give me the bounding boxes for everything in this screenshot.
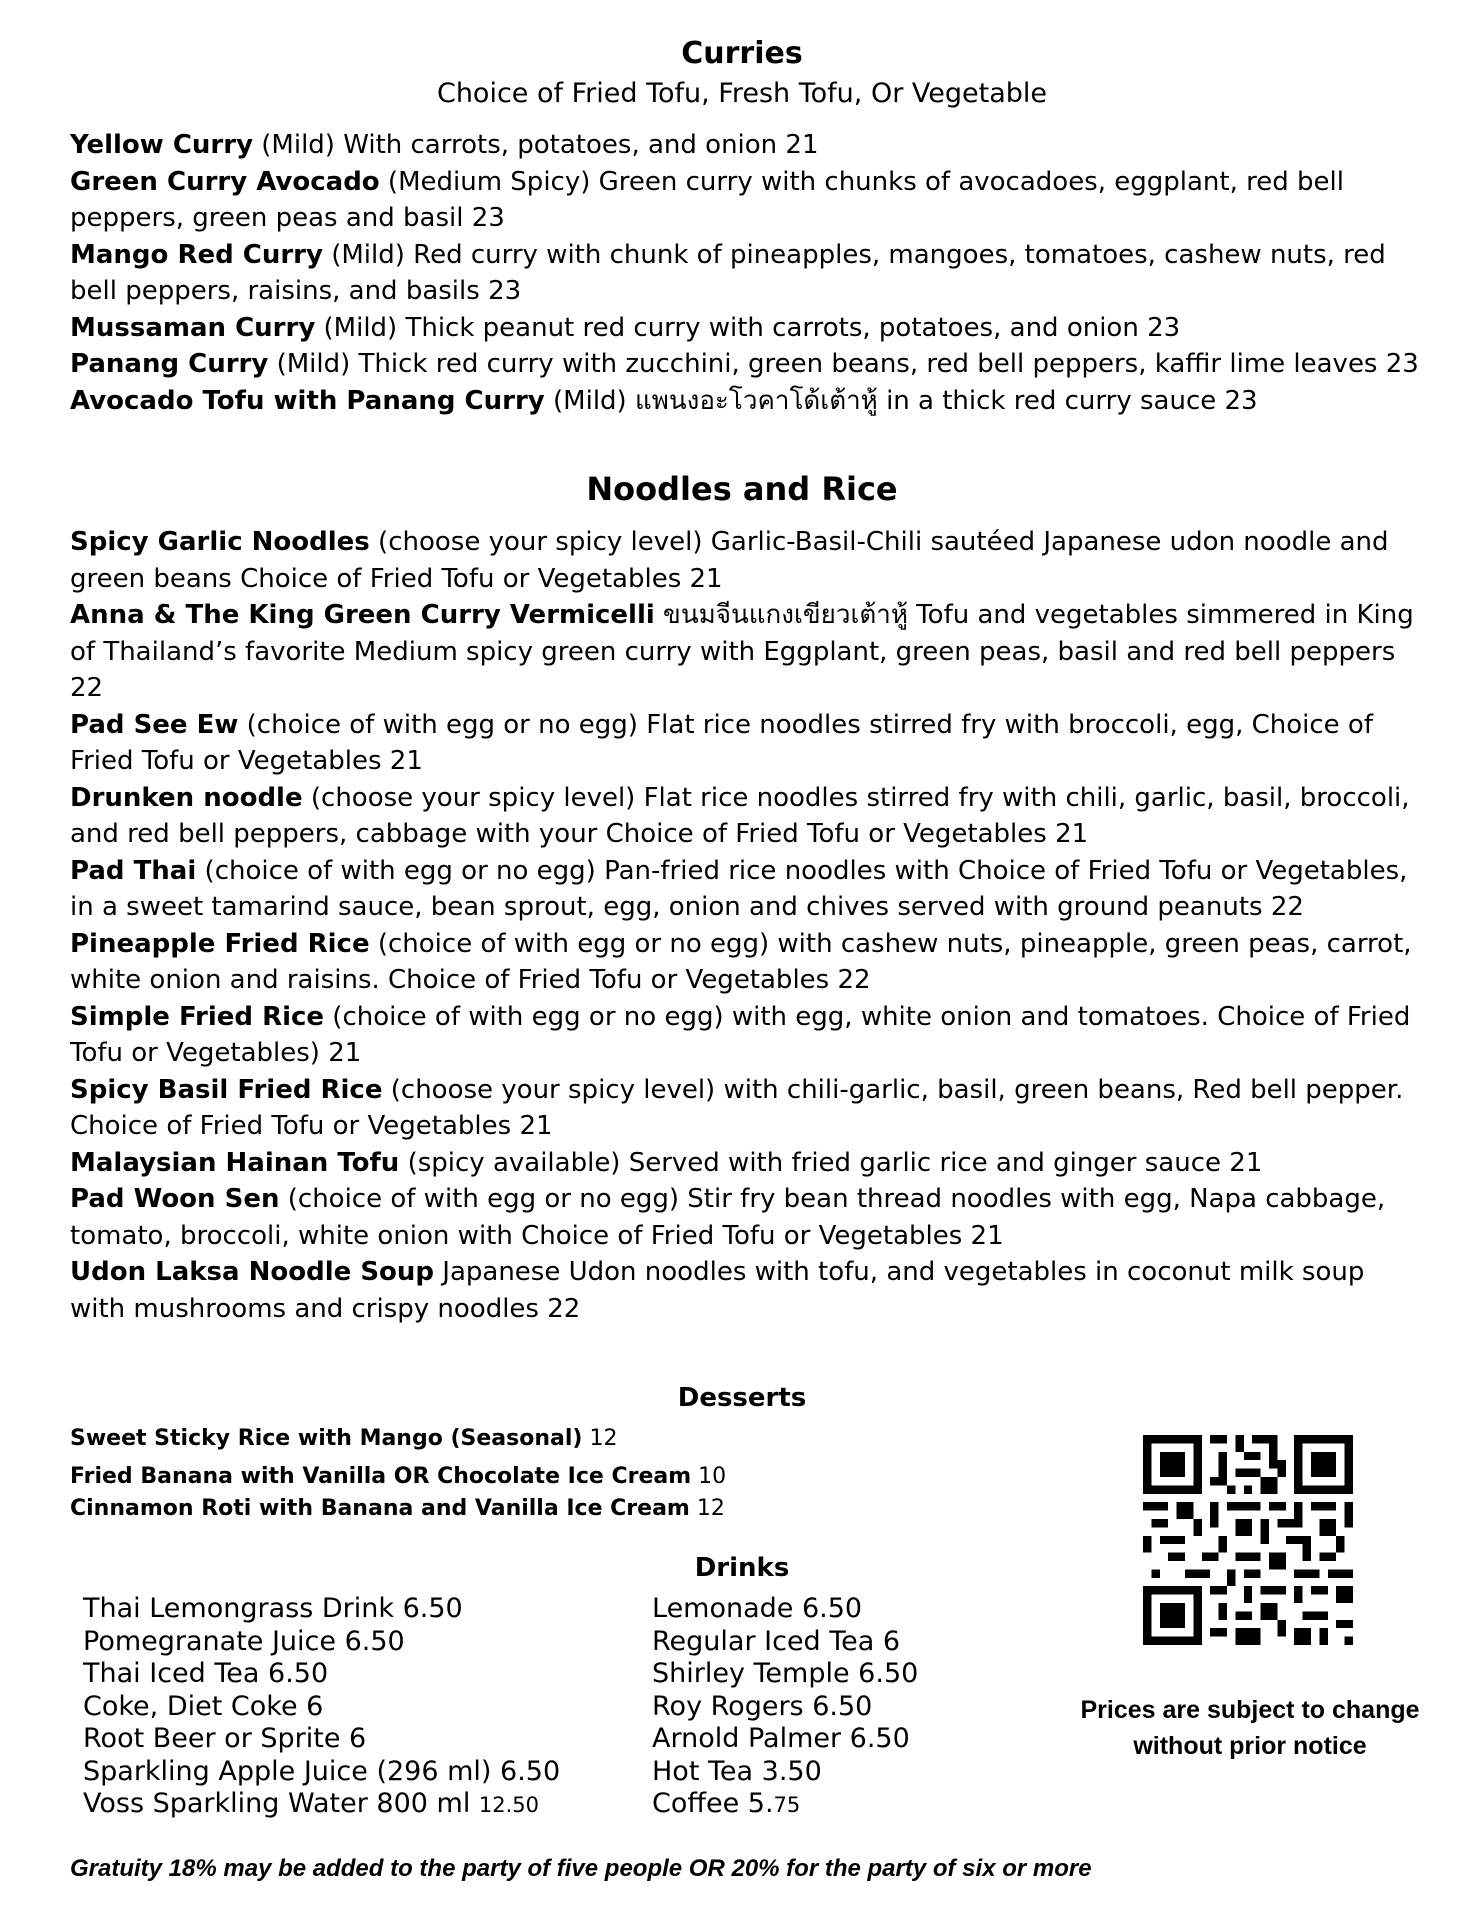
drink-item: Arnold Palmer 6.50 xyxy=(652,1723,910,1754)
drinks-left-column xyxy=(83,1593,560,1822)
drink-text: Voss Sparkling Water 800 ml xyxy=(83,1788,479,1819)
item-name: Yellow Curry xyxy=(70,130,254,160)
menu-item xyxy=(70,707,1420,780)
item-desc: (Mild) Red curry with chunk of pineapples, mangoes, tomatoes, cashew nuts, red bell peppers, raisins, and basils 23 xyxy=(70,239,1386,306)
drink-item: Shirley Temple 6.50 xyxy=(652,1658,919,1689)
drink-item: Lemonade 6.50 xyxy=(652,1593,863,1624)
dessert-name: Cinnamon Roti with Banana and Vanilla Ice Cream xyxy=(70,1496,690,1521)
item-desc: (choice of with egg or no egg) with cashew nuts, pineapple, green peas, carrot, white onion and raisins. Choice of Fried Tofu or Vegetables 22 xyxy=(70,928,1412,995)
item-name: Mussaman Curry xyxy=(70,312,316,343)
item-desc: (choice of with egg or no egg) Flat rice noodles stirred fry with broccoli, egg, Choice of Fried Tofu or Vegetables 21 xyxy=(70,709,1373,776)
curries-title: Curries xyxy=(681,36,803,71)
noodles-title: Noodles and Rice xyxy=(586,470,898,508)
item-name: Simple Fried Rice xyxy=(70,1001,325,1032)
menu-item xyxy=(70,999,1420,1072)
item-name: Spicy Garlic Noodles xyxy=(70,527,370,557)
drink-item: Roy Rogers 6.50 xyxy=(652,1690,873,1722)
drink-item: Hot Tea 3.50 xyxy=(652,1755,822,1787)
item-desc: Japanese Udon noodles with tofu, and vegetables in coconut milk soup with mushrooms and crispy noodles 22 xyxy=(70,1257,1365,1324)
drink-item xyxy=(83,1788,560,1822)
item-desc: (Medium Spicy) Green curry with chunks of avocadoes, eggplant, red bell peppers, green peas and basil 23 xyxy=(70,166,1344,233)
drink-item: Pomegranate Juice 6.50 xyxy=(83,1625,405,1657)
price-notice xyxy=(1045,1692,1455,1764)
menu-item xyxy=(70,1145,1420,1182)
item-name: Green Curry Avocado xyxy=(70,166,380,197)
drink-item: Coke, Diet Coke 6 xyxy=(83,1690,324,1722)
dessert-price: 12 xyxy=(582,1426,618,1451)
drink-text: Coffee 5. xyxy=(652,1788,774,1819)
menu-item xyxy=(70,780,1420,853)
drinks-title: Drinks xyxy=(694,1553,790,1583)
menu-item xyxy=(70,853,1420,926)
drink-item xyxy=(652,1788,918,1822)
drink-item: Thai Iced Tea 6.50 xyxy=(83,1658,329,1689)
notice-line: Prices are subject to change xyxy=(1080,1696,1420,1724)
item-name: Spicy Basil Fried Rice xyxy=(70,1074,383,1105)
drink-item: Sparkling Apple Juice (296 ml) 6.50 xyxy=(83,1755,561,1787)
drink-item: Thai Lemongrass Drink 6.50 xyxy=(83,1593,463,1624)
drink-item: Root Beer or Sprite 6 xyxy=(83,1723,367,1754)
menu-item xyxy=(70,164,1420,237)
desserts-title: Desserts xyxy=(677,1383,807,1413)
item-desc: (Mild) แพนงอะโวคาโด้เต้าหู้ in a thick red curry sauce 23 xyxy=(544,385,1258,416)
menu-item xyxy=(70,524,1420,597)
item-name: Pad Woon Sen xyxy=(70,1184,280,1214)
item-desc: ขนมจีนแกงเขียวเต้าหู้ Tofu and vegetables simmered in King of Thailand’s favorite Medium spicy green curry with Eggplant, green peas, basil and red bell peppers 22 xyxy=(70,600,1414,703)
dessert-price: 12 xyxy=(689,1496,725,1521)
item-name: Drunken noodle xyxy=(70,782,303,813)
item-desc: (spicy available) Served with fried garlic rice and ginger sauce 21 xyxy=(399,1147,1263,1178)
item-name: Pad See Ew xyxy=(70,709,239,740)
notice-line: without prior notice xyxy=(1133,1732,1367,1760)
item-desc: (Mild) Thick peanut red curry with carrots, potatoes, and onion 23 xyxy=(315,312,1181,343)
item-name: Pad Thai xyxy=(70,855,197,886)
item-desc: (choose your spicy level) with chili-garlic, basil, green beans, Red bell pepper. Choice of Fried Tofu or Vegetables 21 xyxy=(70,1074,1404,1141)
noodles-list xyxy=(70,524,1420,1327)
menu-item xyxy=(70,1181,1420,1254)
menu-item xyxy=(70,237,1420,310)
item-name: Anna & The King Green Curry Vermicelli xyxy=(70,600,655,630)
dessert-price: 10 xyxy=(691,1464,727,1489)
desserts-list xyxy=(70,1423,970,1525)
gratuity-note: Gratuity 18% may be added to the party of five people OR 20% for the party of six or more xyxy=(70,1855,1092,1882)
item-name: Udon Laksa Noodle Soup xyxy=(70,1257,435,1287)
item-desc: (choice of with egg or no egg) Pan-fried rice noodles with Choice of Fried Tofu or Vegetables, in a sweet tamarind sauce, bean sprout, egg, onion and chives served with ground peanuts 22 xyxy=(70,855,1408,922)
item-name: Avocado Tofu with Panang Curry xyxy=(70,385,545,416)
qr-code[interactable] xyxy=(1143,1435,1353,1645)
item-name: Pineapple Fried Rice xyxy=(70,928,370,959)
drink-item: Regular Iced Tea 6 xyxy=(652,1625,901,1657)
dessert-name: Fried Banana with Vanilla OR Chocolate Ice Cream xyxy=(70,1464,692,1489)
menu-item xyxy=(70,1072,1420,1145)
drinks-right-column xyxy=(652,1593,918,1822)
dessert-item xyxy=(70,1423,970,1455)
menu-item xyxy=(70,127,1420,164)
item-desc: (Mild) Thick red curry with zucchini, green beans, red bell peppers, kaffir lime leaves 23 xyxy=(268,349,1419,379)
dessert-name: Sweet Sticky Rice with Mango (Seasonal) xyxy=(70,1426,583,1451)
dessert-item xyxy=(70,1493,970,1525)
menu-item xyxy=(70,1254,1420,1327)
menu-item xyxy=(70,346,1420,383)
item-name: Mango Red Curry xyxy=(70,239,323,270)
item-desc: (choice of with egg or no egg) Stir fry bean thread noodles with egg, Napa cabbage, tomato, broccoli, white onion with Choice of Fried Tofu or Vegetables 21 xyxy=(70,1184,1386,1251)
dessert-item xyxy=(70,1461,970,1493)
menu-item xyxy=(70,597,1420,707)
curries-list xyxy=(70,127,1420,419)
menu-item xyxy=(70,926,1420,999)
drink-price: 12.50 xyxy=(478,1793,540,1817)
item-name: Panang Curry xyxy=(70,349,269,379)
menu-item xyxy=(70,383,1420,420)
drink-price: 75 xyxy=(773,1793,801,1817)
item-desc: (choose your spicy level) Flat rice noodles stirred fry with chili, garlic, basil, broccoli, and red bell peppers, cabbage with your Choice of Fried Tofu or Vegetables 21 xyxy=(70,782,1410,849)
menu-item xyxy=(70,310,1420,347)
item-desc: (Mild) With carrots, potatoes, and onion 21 xyxy=(253,130,819,160)
item-name: Malaysian Hainan Tofu xyxy=(70,1147,400,1178)
item-desc: (choose your spicy level) Garlic-Basil-Chili sautéed Japanese udon noodle and green beans Choice of Fried Tofu or Vegetables 21 xyxy=(70,527,1389,594)
curries-subtitle: Choice of Fried Tofu, Fresh Tofu, Or Vegetable xyxy=(436,78,1048,109)
item-desc: (choice of with egg or no egg) with egg, white onion and tomatoes. Choice of Fried Tofu or Vegetables) 21 xyxy=(70,1001,1411,1068)
